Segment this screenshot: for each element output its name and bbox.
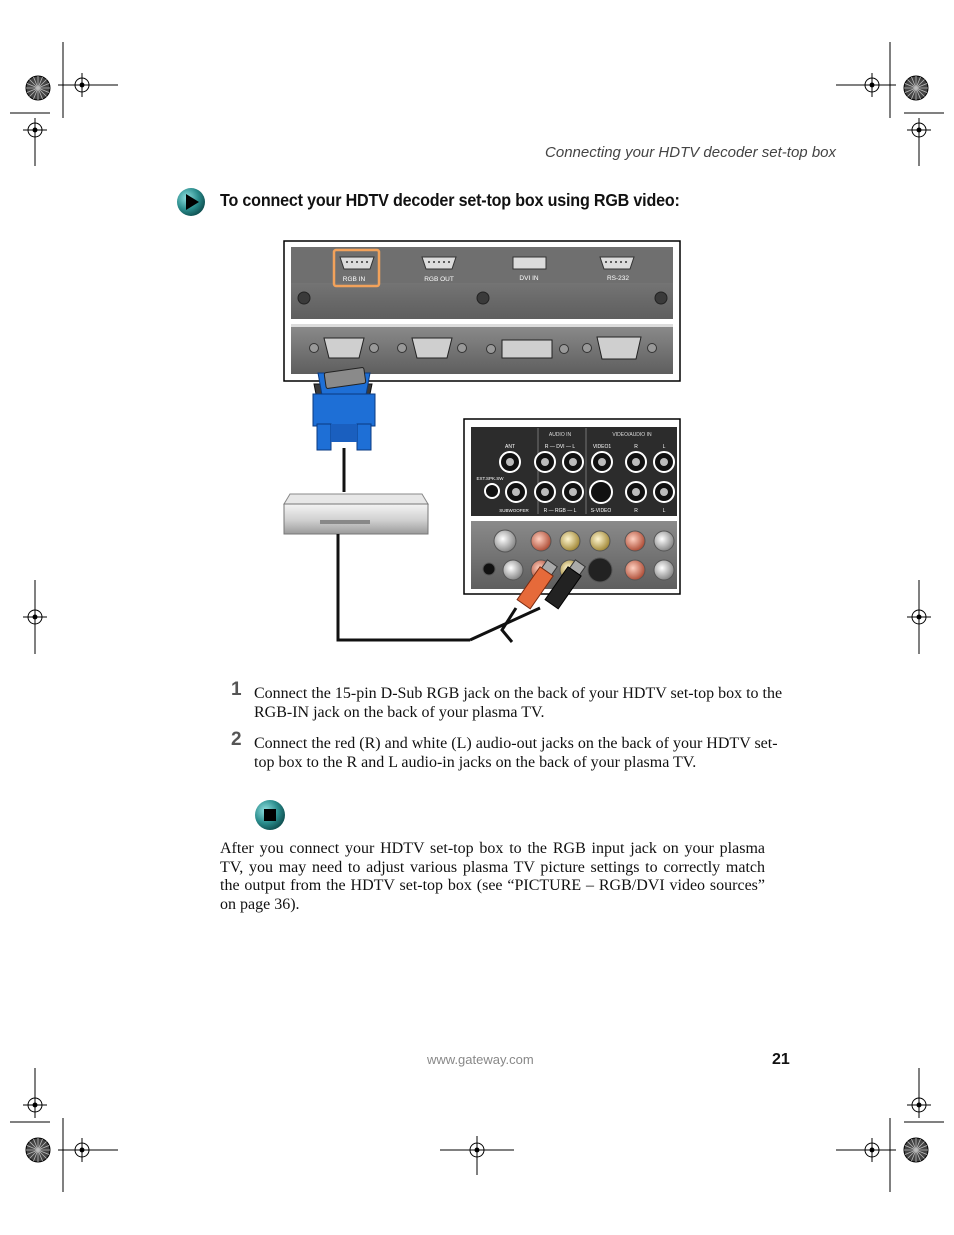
label-ant: ANT <box>505 444 515 450</box>
stop-icon <box>254 799 286 831</box>
label-ext-spk-sw: EXT.SPK.SW <box>476 476 504 481</box>
label-r-rgb-l: R — RGB — L <box>543 508 577 514</box>
label-audio-in: AUDIO IN <box>548 432 572 438</box>
label-svideo: S-VIDEO <box>590 508 612 514</box>
label-r-dvi-l: R — DVI — L <box>544 444 576 450</box>
step-number-1: 1 <box>231 679 242 700</box>
step-number-2: 2 <box>231 729 242 750</box>
label-video1: VIDEO1 <box>592 444 612 450</box>
step-text-2: Connect the red (R) and white (L) audio-out jacks on the back of your HDTV set-top box to the R and L audio-in jacks on the back of your plasma TV. <box>254 735 778 771</box>
panel-label-rgb-out: RGB OUT <box>424 276 454 283</box>
panel-label-rgb-in: RGB IN <box>342 276 366 283</box>
label-r-bottom: R <box>634 508 638 514</box>
panel-label-dvi-in: DVI IN <box>519 275 539 282</box>
procedure-heading: To connect your HDTV decoder set-top box using RGB video: <box>220 190 680 210</box>
procedure-arrow-icon <box>176 187 206 217</box>
running-header: Connecting your HDTV decoder set-top box <box>545 144 836 161</box>
label-r-top: R <box>634 444 638 450</box>
label-l-top: L <box>662 444 666 450</box>
label-video-audio-in: VIDEO/AUDIO IN <box>612 432 652 438</box>
after-paragraph: After you connect your HDTV set-top box to the RGB input jack on your plasma TV, you may need to adjust various plasma TV picture settings to correctly match the output from the HDTV set-top box (see “PICTURE – RGB/DVI video sources” on page 36). <box>220 840 765 913</box>
label-l-bottom: L <box>662 508 666 514</box>
connection-diagram <box>280 238 684 650</box>
label-subwoofer: SUBWOOFER <box>499 508 529 513</box>
step-text-1: Connect the 15-pin D-Sub RGB jack on the back of your HDTV set-top box to the RGB-IN jack on the back of your plasma TV. <box>254 685 783 721</box>
panel-label-rs232: RS-232 <box>606 275 630 282</box>
page-number: 21 <box>772 1051 790 1068</box>
footer-url[interactable]: www.gateway.com <box>427 1052 534 1067</box>
